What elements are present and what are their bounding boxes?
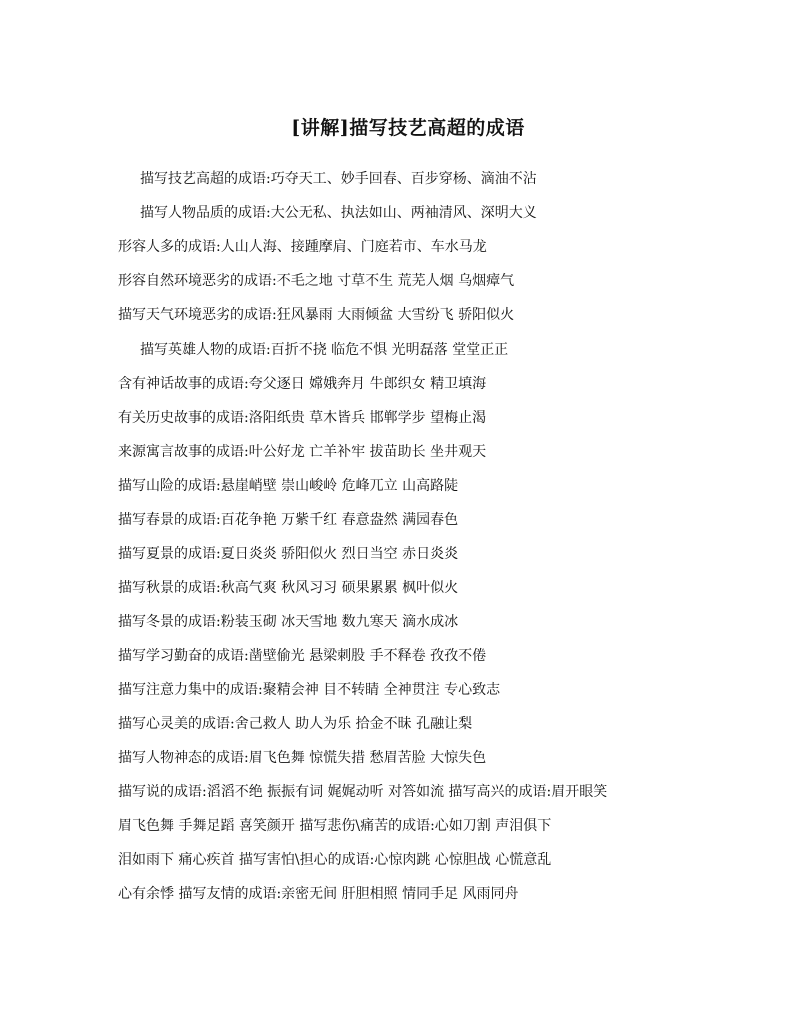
text-line: 描写英雄人物的成语:百折不挠 临危不惧 光明磊落 堂堂正正 <box>140 342 509 358</box>
text-line: 心有余悸 描写友情的成语:亲密无间 肝胆相照 情同手足 风雨同舟 <box>118 886 519 902</box>
text-line: 眉飞色舞 手舞足蹈 喜笑颜开 描写悲伤\痛苦的成语:心如刀割 声泪俱下 <box>118 818 552 834</box>
text-line: 形容自然环境恶劣的成语:不毛之地 寸草不生 荒芜人烟 乌烟瘴气 <box>118 273 515 289</box>
text-line: 描写人物神态的成语:眉飞色舞 惊慌失措 愁眉苦脸 大惊失色 <box>118 750 487 766</box>
text-line: 形容人多的成语:人山人海、接踵摩肩、门庭若市、车水马龙 <box>118 239 487 255</box>
text-line: 描写心灵美的成语:舍己救人 助人为乐 拾金不昧 孔融让梨 <box>118 716 473 732</box>
text-line: 描写秋景的成语:秋高气爽 秋风习习 硕果累累 枫叶似火 <box>118 580 459 596</box>
page-title: [讲解]描写技艺高超的成语 <box>291 117 525 139</box>
text-line: 描写春景的成语:百花争艳 万紫千红 春意盎然 满园春色 <box>118 512 459 528</box>
text-line: 泪如雨下 痛心疾首 描写害怕\担心的成语:心惊肉跳 心惊胆战 心慌意乱 <box>118 852 552 868</box>
text-line: 描写山险的成语:悬崖峭壁 崇山峻岭 危峰兀立 山高路陡 <box>118 478 459 494</box>
text-line: 来源寓言故事的成语:叶公好龙 亡羊补牢 拔苗助长 坐井观天 <box>118 444 487 460</box>
text-line: 描写说的成语:滔滔不绝 振振有词 娓娓动听 对答如流 描写高兴的成语:眉开眼笑 <box>118 784 608 800</box>
text-line: 描写夏景的成语:夏日炎炎 骄阳似火 烈日当空 赤日炎炎 <box>118 546 459 562</box>
text-line: 描写技艺高超的成语:巧夺天工、妙手回春、百步穿杨、滴油不沾 <box>140 171 537 187</box>
text-line: 描写天气环境恶劣的成语:狂风暴雨 大雨倾盆 大雪纷飞 骄阳似火 <box>118 307 515 323</box>
text-line: 含有神话故事的成语:夸父逐日 嫦娥奔月 牛郎织女 精卫填海 <box>118 376 487 392</box>
text-line: 描写冬景的成语:粉装玉砌 冰天雪地 数九寒天 滴水成冰 <box>118 614 459 630</box>
text-line: 描写人物品质的成语:大公无私、执法如山、两袖清风、深明大义 <box>140 205 537 221</box>
text-line: 描写学习勤奋的成语:凿壁偷光 悬梁刺股 手不释卷 孜孜不倦 <box>118 648 487 664</box>
text-line: 描写注意力集中的成语:聚精会神 目不转睛 全神贯注 专心致志 <box>118 682 501 698</box>
text-line: 有关历史故事的成语:洛阳纸贵 草木皆兵 邯郸学步 望梅止渴 <box>118 410 487 426</box>
